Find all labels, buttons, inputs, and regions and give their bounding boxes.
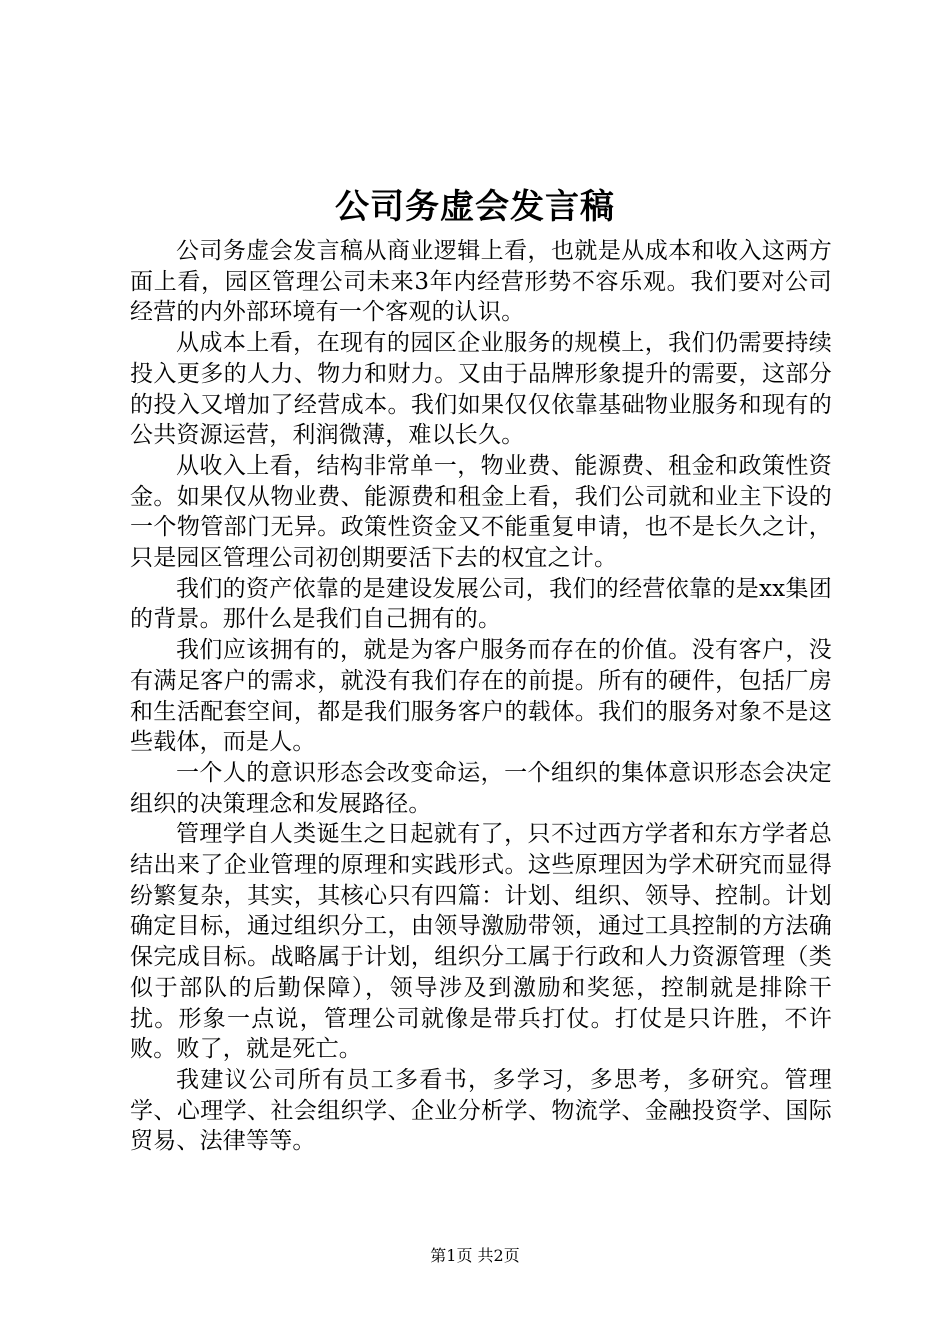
paragraph: 我们的资产依靠的是建设发展公司，我们的经营依靠的是xx集团的背景。那什么是我们自己拥有的。 — [130, 575, 832, 633]
paragraph: 从成本上看，在现有的园区企业服务的规模上，我们仍需要持续投入更多的人力、物力和财力。又由于品牌形象提升的需要，这部分的投入又增加了经营成本。我们如果仅仅依靠基础物业服务和现有的公共资源运营，利润微薄，难以长久。 — [130, 330, 832, 449]
document-body — [130, 236, 832, 1157]
document-title: 公司务虚会发言稿 — [335, 187, 615, 227]
paragraph: 我们应该拥有的，就是为客户服务而存在的价值。没有客户，没有满足客户的需求，就没有我们存在的前提。所有的硬件，包括厂房和生活配套空间，都是我们服务客户的载体。我们的服务对象不是这些载体，而是人。 — [130, 637, 832, 756]
paragraph: 我建议公司所有员工多看书，多学习，多思考，多研究。管理学、心理学、社会组织学、企业分析学、物流学、金融投资学、国际贸易、法律等等。 — [130, 1066, 832, 1155]
paragraph: 一个人的意识形态会改变命运，一个组织的集体意识形态会决定组织的决策理念和发展路径。 — [130, 759, 832, 817]
paragraph: 管理学自人类诞生之日起就有了，只不过西方学者和东方学者总结出来了企业管理的原理和实践形式。这些原理因为学术研究而显得纷繁复杂，其实，其核心只有四篇：计划、组织、领导、控制。计划确定目标，通过组织分工，由领导激励带领，通过工具控制的方法确保完成目标。战略属于计划，组织分工属于行政和人力资源管理（类似于部队的后勤保障），领导涉及到激励和奖惩，控制就是排除干扰。形象一点说，管理公司就像是带兵打仗。打仗是只许胜，不许败。败了，就是死亡。 — [130, 821, 832, 1063]
page-number-footer: 第1页 共2页 — [430, 1246, 520, 1265]
paragraph: 公司务虚会发言稿从商业逻辑上看，也就是从成本和收入这两方面上看，园区管理公司未来3年内经营形势不容乐观。我们要对公司经营的内外部环境有一个客观的认识。 — [130, 238, 832, 326]
paragraph: 从收入上看，结构非常单一，物业费、能源费、租金和政策性资金。如果仅从物业费、能源费和租金上看，我们公司就和业主下设的一个物管部门无异。政策性资金又不能重复申请，也不是长久之计，只是园区管理公司初创期要活下去的权宜之计。 — [130, 452, 832, 572]
